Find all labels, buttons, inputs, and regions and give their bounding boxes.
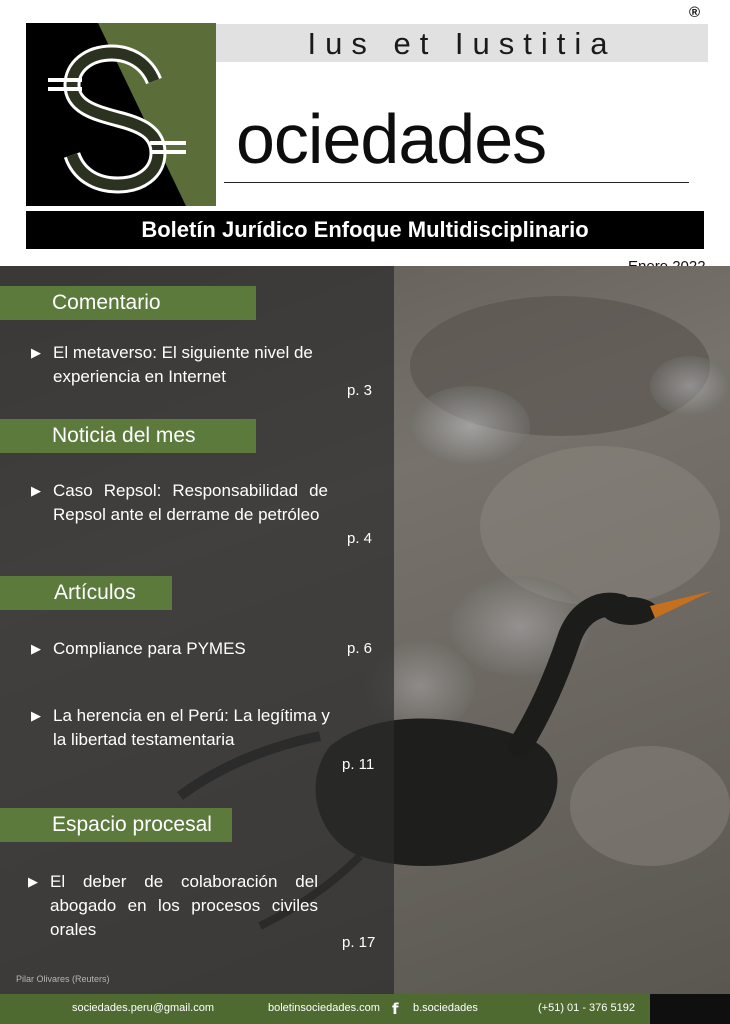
toc-item[interactable]: [31, 704, 333, 752]
footer-end-block: [650, 994, 730, 1024]
footer-facebook[interactable]: b.sociedades: [413, 1002, 478, 1014]
toc-page-number: p. 3: [347, 382, 373, 399]
photo-credit: Pilar Olivares (Reuters): [16, 974, 110, 984]
toc-item-title: La herencia en el Perú: La legítima y la libertad testamentaria: [53, 706, 330, 749]
footer-email[interactable]: sociedades.peru@gmail.com: [72, 1002, 215, 1014]
brand-name: ociedades: [236, 100, 547, 178]
registered-mark: ®: [689, 4, 701, 21]
facebook-icon: f: [392, 1000, 399, 1018]
toc-page-number: p. 4: [347, 530, 373, 547]
play-arrow-icon: ▶: [28, 874, 38, 889]
section-espacio-procesal: Espacio procesal: [0, 808, 232, 842]
toc-item-title: Caso Repsol: Responsabilidad de Repsol ante el derrame de petróleo: [53, 481, 328, 524]
brand-divider: [224, 182, 689, 183]
play-arrow-icon: ▶: [31, 345, 41, 360]
play-arrow-icon: ▶: [31, 641, 41, 656]
subtitle-banner: Boletín Jurídico Enfoque Multidisciplinario: [26, 211, 704, 249]
toc-page-number: p. 11: [342, 756, 375, 773]
toc-item-title: El deber de colaboración del abogado en los procesos civiles orales: [50, 872, 318, 939]
section-articulos: Artículos: [0, 576, 172, 610]
section-noticia-del-mes: Noticia del mes: [0, 419, 256, 453]
toc-item[interactable]: [31, 479, 328, 527]
play-arrow-icon: ▶: [31, 483, 41, 498]
play-arrow-icon: ▶: [31, 708, 41, 723]
footer-phone: (+51) 01 - 376 5192: [538, 1002, 635, 1014]
toc-item[interactable]: [28, 870, 318, 942]
logo: [26, 23, 216, 206]
toc-page-number: p. 17: [342, 934, 376, 951]
toc-item[interactable]: [31, 341, 328, 389]
footer: [0, 994, 650, 1024]
toc-page-number: p. 6: [347, 640, 373, 657]
motto: Ius et Iustitia: [307, 26, 617, 61]
footer-website[interactable]: boletinsociedades.com: [268, 1002, 380, 1014]
toc-item[interactable]: [31, 637, 328, 661]
toc-item-title: El metaverso: El siguiente nivel de experiencia en Internet: [53, 343, 313, 386]
motto-bar: [216, 24, 708, 62]
logo-s-icon: [26, 23, 216, 206]
toc-item-title: Compliance para PYMES: [53, 639, 246, 658]
section-comentario: Comentario: [0, 286, 256, 320]
